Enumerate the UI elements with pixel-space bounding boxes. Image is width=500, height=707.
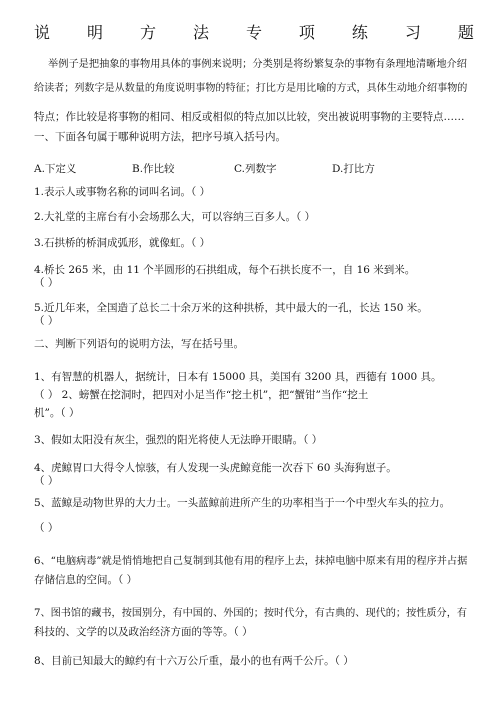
s1-item-1: 1.表示人或事物名称的词叫名词。（ ） <box>34 186 211 198</box>
s2-item-2-cont: 机”。（ ） <box>34 407 80 419</box>
section2-heading: 二、判断下列语句的说明方法，写在括号里。 <box>34 338 244 350</box>
s1-item-4: 4.桥长 265 米，由 11 个半圆形的石拱组成，每个石拱长度不一，自 16 米到米。 <box>34 264 416 276</box>
s2-item-6: 6、“电脑病毒”就是悄悄地把自己复制到其他有用的程序上去，抹掉电脑中原来有用的程序并占据 <box>34 556 468 567</box>
section1-heading: 一、下面各句属于哪种说明方法，把序号填入括号内。 <box>34 131 286 143</box>
s2-item-6-cont: 存储信息的空间。（ ） <box>34 574 138 586</box>
s1-item-5-blank: （ ） <box>34 315 59 327</box>
intro-line-3: 特点；作比较是将事物的相同、相反或相似的特点加以比较，突出被说明事物的主要特点…… <box>34 111 465 123</box>
title-char: 法 <box>192 23 209 42</box>
s2-item-3: 3、假如太阳没有灰尘，强烈的阳光将使人无法睁开眼睛。（ ） <box>34 434 323 446</box>
title-char: 明 <box>86 23 103 42</box>
intro-line-2: 给读者；列数字是从数量的角度说明事物的特征；打比方是用比喻的方式，具体生动地介绍事物的 <box>34 83 468 94</box>
s2-item-1-blank-and-item-2: （ ） 2、螃蟹在挖洞时，把四对小足当作“挖土机”，把“蟹钳”当作“挖土 <box>34 389 369 401</box>
option-a: A.下定义 <box>34 163 77 175</box>
s2-item-8: 8、目前已知最大的鲸约有十六万公斤重，最小的也有两千公斤。（ ） <box>34 655 354 667</box>
title-char: 说 <box>34 23 51 42</box>
s2-item-5: 5、蓝鲸是动物世界的大力士。一头蓝鲸前进所产生的功率相当于一个中型火车头的拉力。 <box>34 497 451 509</box>
s2-item-1: 1、有智慧的机器人，据统计，日本有 15000 具，美国有 3200 具，西德有 1000 具。 <box>34 371 442 383</box>
title-char: 题 <box>457 23 474 42</box>
s2-item-7: 7、图书馆的藏书，按国别分，有中国的、外国的；按时代分，有古典的、现代的；按性质分，有 <box>34 608 468 619</box>
title-char: 习 <box>404 23 421 42</box>
title-char: 练 <box>351 23 368 42</box>
title-char: 项 <box>298 23 315 42</box>
s1-item-3: 3.石拱桥的桥洞成弧形，就像虹。（ ） <box>34 237 211 249</box>
worksheet-title <box>34 20 474 43</box>
s2-item-4: 4、虎鲸胃口大得令人惊骇，有人发现一头虎鲸竟能一次吞下 60 头海狗崽子。 <box>34 462 397 474</box>
s2-item-7-cont: 科技的、文学的以及政治经济方面的等等。（ ） <box>34 626 253 638</box>
option-c: C.列数字 <box>234 163 277 175</box>
s1-item-2: 2.大礼堂的主席台有小会场那么大，可以容纳三百多人。（ ） <box>34 211 316 223</box>
intro-line-1: 举例子是把抽象的事物用具体的事例来说明；分类别是将纷繁复杂的事物有条理地清晰地介绍 <box>48 59 467 70</box>
title-char: 专 <box>245 23 262 42</box>
option-b: B.作比较 <box>132 163 175 175</box>
s2-item-5-blank: （ ） <box>34 522 59 534</box>
title-char: 方 <box>139 23 156 42</box>
option-d: D.打比方 <box>332 163 375 175</box>
s2-item-4-blank: （ ） <box>34 475 59 487</box>
s1-item-5: 5.近几年来，全国造了总长二十余万米的这种拱桥，其中最大的一孔，长达 150 米。 <box>34 302 428 314</box>
s1-item-4-blank: （ ） <box>34 277 59 289</box>
